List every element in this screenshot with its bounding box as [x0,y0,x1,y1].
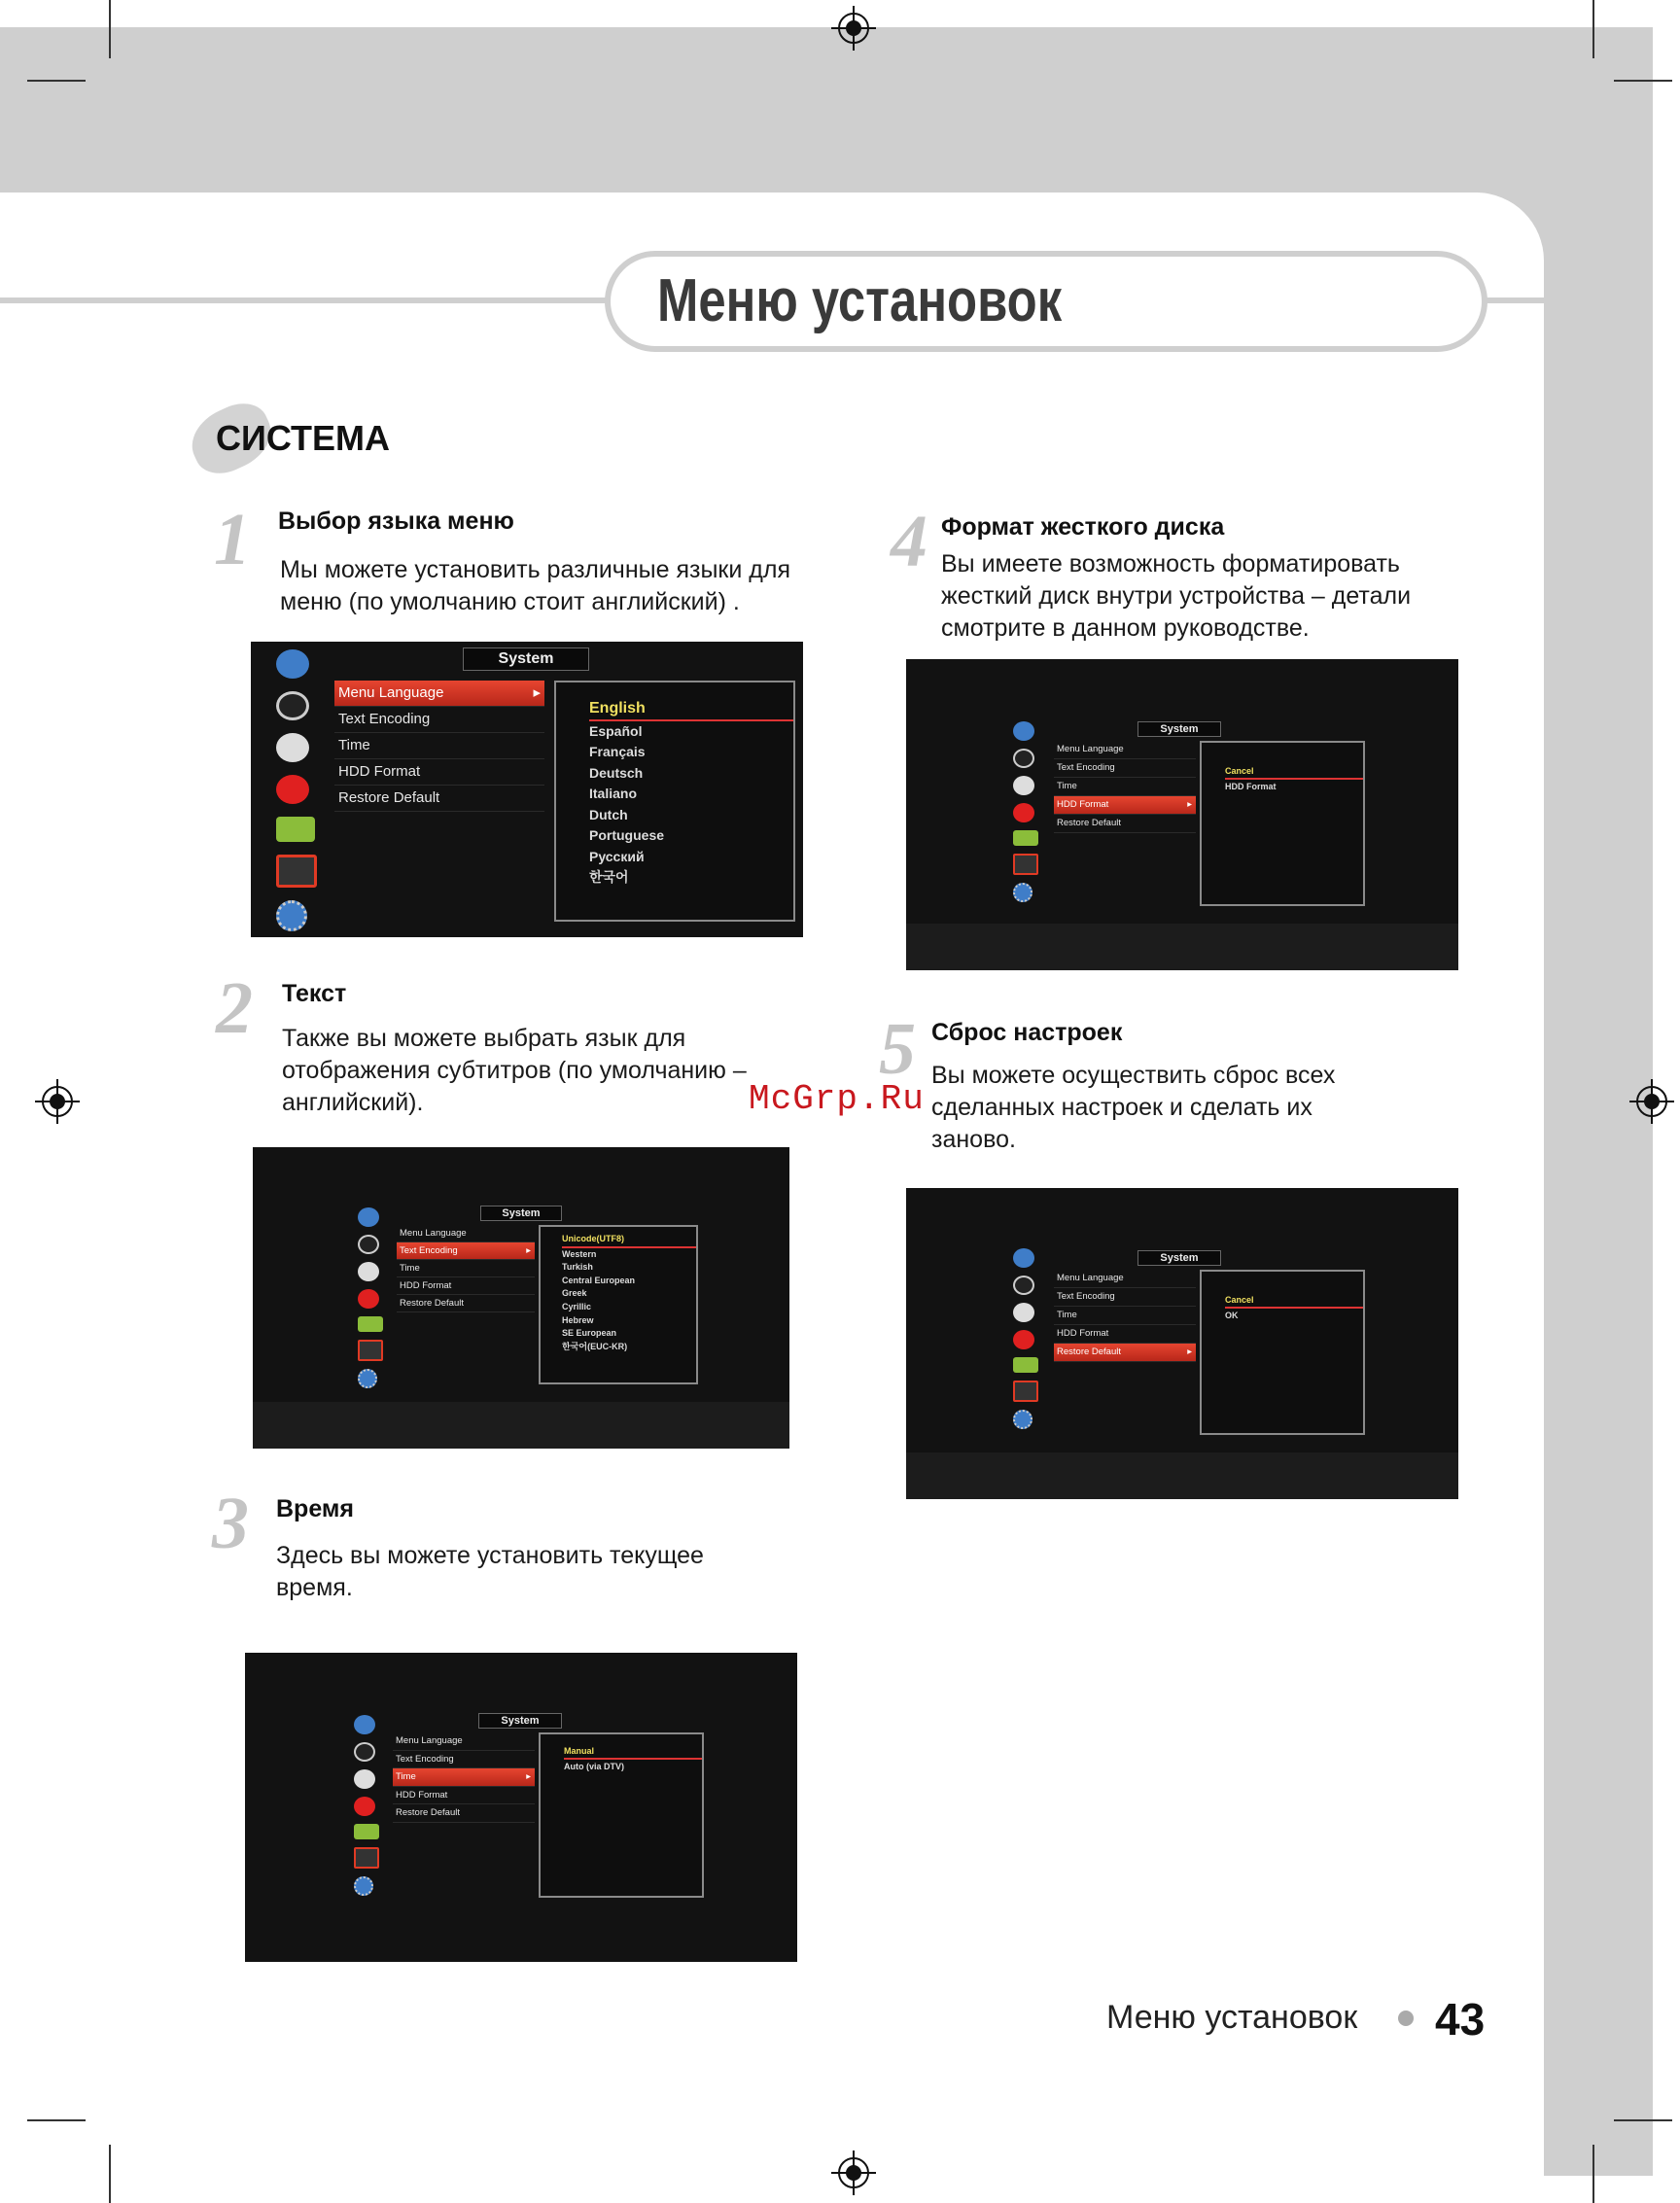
menu-item-time[interactable]: Time [334,733,544,759]
registration-mark-icon [831,2151,876,2195]
menu-title: System [478,1713,562,1729]
screen-bottom-band [906,924,1458,970]
film-reel-icon [358,1262,379,1281]
crop-mark [109,0,111,58]
menu-item-text-encoding[interactable]: Text Encoding [1054,1288,1196,1307]
encoding-option[interactable]: Western [562,1248,597,1259]
screenshot-text-encoding [253,1147,789,1449]
hdd-option-format[interactable]: HDD Format [1225,782,1277,791]
record-icon [276,775,309,804]
footer-label: Меню установок [1106,1999,1358,2036]
time-submenu [539,1732,704,1898]
section-title: СИСТЕМА [216,418,390,458]
menu-item-menu-language[interactable]: Menu Language [1054,1270,1196,1288]
record-icon [354,1797,375,1816]
gear-icon [354,1876,373,1896]
menu-item-time[interactable]: Time [397,1260,535,1277]
language-option-english[interactable]: English [589,698,793,721]
time-option-auto[interactable]: Auto (via DTV) [564,1762,624,1771]
screenshot-restore-default [906,1188,1458,1499]
step-number: 4 [891,501,928,582]
menu-list [1054,1270,1196,1362]
menu-list [1054,741,1196,833]
language-option[interactable]: Portuguese [589,827,665,843]
step-text: Также вы можете выбрать язык для отображения субтитров (по умолчанию – английский). [282,1025,747,1116]
menu-item-menu-language[interactable]: Menu Language [393,1732,535,1751]
menu-item-hdd-format[interactable]: HDD Format [393,1787,535,1805]
encoding-option-utf8[interactable]: Unicode(UTF8) [562,1233,696,1248]
language-option[interactable]: 한국어 [589,869,629,885]
menu-icon-column [1013,721,1038,902]
menu-item-time[interactable]: Time [1054,778,1196,796]
step-number: 3 [212,1483,249,1564]
crop-mark [109,2145,111,2203]
menu-item-hdd-format[interactable]: HDD Format [1054,1325,1196,1344]
menu-icon-column [354,1715,379,1896]
screenshot-time [245,1653,797,1962]
map-icon [1013,830,1038,846]
menu-item-text-encoding[interactable]: Text Encoding [334,707,544,733]
tv-icon [354,1715,375,1734]
menu-item-text-encoding[interactable]: Text Encoding [393,1751,535,1769]
system-icon [358,1340,383,1361]
menu-item-menu-language[interactable]: Menu Language [1054,741,1196,759]
language-option[interactable]: Italiano [589,786,638,801]
tv-icon [1013,1248,1034,1268]
language-option[interactable]: Русский [589,848,645,864]
menu-icon-column [276,649,317,931]
watermark: McGrp.Ru [749,1079,925,1119]
record-icon [358,1289,379,1309]
hdd-submenu [1200,741,1365,906]
step-text: Мы можете установить различные языки для меню (по умолчанию стоит английский) . [280,556,790,615]
film-reel-icon [354,1769,375,1789]
tv-icon [358,1207,379,1227]
step-heading: Время [276,1495,354,1522]
crop-mark [1592,0,1594,58]
menu-item-time[interactable]: Time [1054,1307,1196,1325]
menu-item-time[interactable]: Time ▸ [393,1768,535,1787]
menu-item-restore-default[interactable]: Restore Default [1054,815,1196,833]
crop-mark [1614,80,1672,82]
step-text: Вы имеете возможность форматировать жесткий диск внутри устройства – детали смотрите в данном руководстве. [941,550,1412,642]
map-icon [354,1824,379,1839]
record-icon [1013,803,1034,822]
menu-icon-column [1013,1248,1038,1429]
language-submenu [554,681,795,922]
menu-title: System [1138,721,1221,737]
page-number: 43 [1435,1994,1486,2045]
footer-bullet [1398,2011,1414,2026]
menu-item-text-encoding[interactable]: Text Encoding [1054,759,1196,778]
encoding-option[interactable]: SE European [562,1328,617,1339]
step-number: 2 [216,967,253,1049]
encoding-submenu [539,1225,698,1384]
headphones-icon [354,1742,375,1762]
screenshot-hdd-format [906,659,1458,970]
screen-bottom-band [906,1452,1458,1499]
menu-item-restore-default[interactable]: Restore Default [393,1804,535,1823]
menu-item-menu-language[interactable]: Menu Language [397,1225,535,1242]
tv-icon [1013,721,1034,741]
headphones-icon [1013,1276,1034,1295]
map-icon [1013,1357,1038,1373]
page-title: Меню установок [657,267,1063,334]
headphones-icon [1013,749,1034,768]
step-number: 5 [879,1008,916,1090]
menu-list [397,1225,535,1312]
record-icon [1013,1330,1034,1349]
restore-option-cancel[interactable]: Cancel [1225,1293,1363,1309]
screen-bottom-band [253,1402,789,1449]
film-reel-icon [1013,1303,1034,1322]
language-option[interactable]: Français [589,744,646,759]
menu-title: System [1138,1250,1221,1266]
crop-mark [27,2119,86,2121]
header-band [0,27,1653,192]
menu-item-text-encoding[interactable]: Text Encoding ▸ [397,1242,535,1260]
language-option[interactable]: Español [589,722,643,739]
menu-title: System [463,647,589,671]
tv-icon [276,649,309,679]
crop-mark [1614,2119,1672,2121]
film-reel-icon [1013,776,1034,795]
menu-title: System [480,1206,562,1221]
language-option[interactable]: Deutsch [589,764,644,781]
menu-item-hdd-format[interactable]: HDD Format ▸ [1054,796,1196,815]
map-icon [358,1316,383,1332]
restore-submenu [1200,1270,1365,1435]
gear-icon [1013,883,1032,902]
right-margin-band [1544,192,1653,2176]
menu-item-restore-default[interactable]: Restore Default [397,1295,535,1312]
system-icon [1013,1381,1038,1402]
menu-icon-column [358,1207,383,1388]
headphones-icon [358,1235,379,1254]
step-heading: Сброс настроек [931,1019,1123,1046]
system-icon [276,855,317,888]
step-heading: Текст [282,980,347,1007]
screenshot-menu-language [251,642,803,937]
language-option[interactable]: Dutch [589,806,628,822]
step-heading: Формат жесткого диска [941,513,1225,541]
registration-mark-icon [831,6,876,51]
film-reel-icon [276,733,309,762]
restore-option-ok[interactable]: OK [1225,1311,1239,1320]
menu-item-hdd-format[interactable]: HDD Format [397,1277,535,1295]
map-icon [276,817,315,842]
gear-icon [1013,1410,1032,1429]
crop-mark [27,80,86,82]
step-number: 1 [214,499,251,580]
encoding-option[interactable]: Central European [562,1275,636,1285]
gear-icon [358,1369,377,1388]
headphones-icon [276,691,309,720]
step-text: Здесь вы можете установить текущее время. [276,1542,704,1601]
menu-item-restore-default[interactable]: Restore Default ▸ [1054,1344,1196,1362]
encoding-option[interactable]: Turkish [562,1262,593,1273]
menu-list [334,681,544,812]
crop-mark [1592,2145,1594,2203]
menu-item-menu-language[interactable]: Menu Language ▸ [334,681,544,707]
time-option-manual[interactable]: Manual [564,1744,702,1760]
gear-icon [276,900,307,931]
encoding-option[interactable]: 한국어(EUC-KR) [562,1341,628,1351]
hdd-option-cancel[interactable]: Cancel [1225,764,1363,780]
menu-item-hdd-format[interactable]: HDD Format [334,759,544,786]
registration-mark-icon [1629,1079,1674,1124]
encoding-option[interactable]: Hebrew [562,1314,594,1325]
encoding-option[interactable]: Cyrillic [562,1301,592,1311]
encoding-option[interactable]: Greek [562,1288,587,1299]
menu-list [393,1732,535,1823]
step-text: Вы можете осуществить сброс всех сделанных настроек и сделать их заново. [931,1062,1336,1153]
step-heading: Выбор языка меню [278,507,514,535]
system-icon [1013,854,1038,875]
registration-mark-icon [35,1079,80,1124]
system-icon [354,1847,379,1869]
menu-item-restore-default[interactable]: Restore Default [334,786,544,812]
